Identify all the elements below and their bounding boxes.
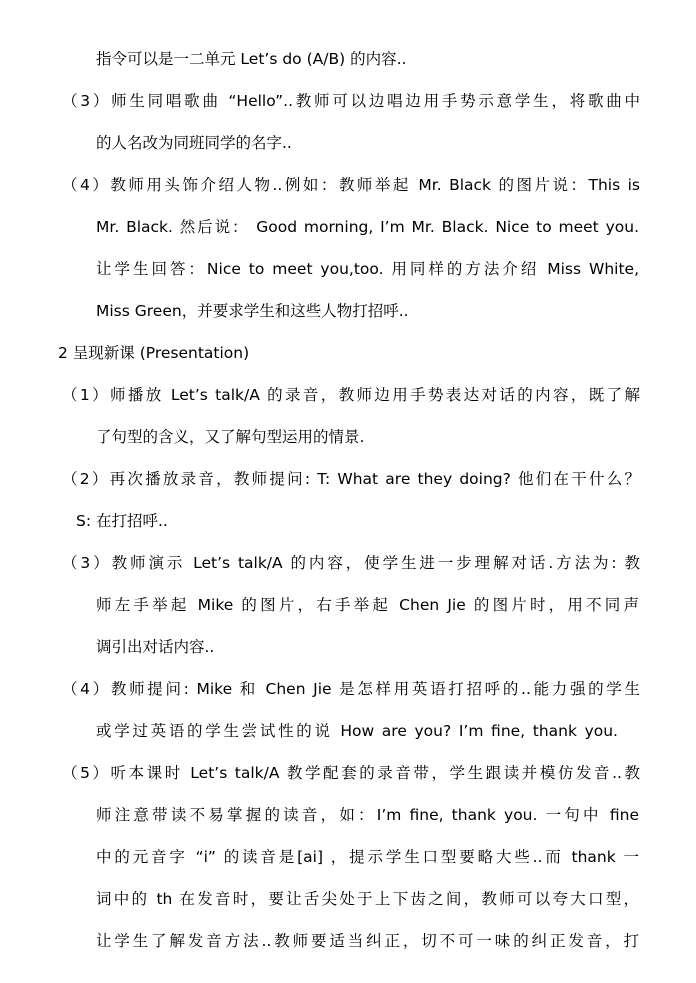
- text-line: 中的元音字 “i” 的读音是[ai] ，提示学生口型要略大些..而 thank 一: [96, 848, 639, 866]
- text-line: 或学过英语的学生尝试性的说 How are you? I’m fine, thank you.: [96, 722, 618, 740]
- text-line: 的人名改为同班同学的名字..: [96, 134, 292, 152]
- text-line: （2）再次播放录音，教师提问: T: What are they doing? 他们在干什么？: [62, 470, 640, 488]
- text-line: 了句型的含义，又了解句型运用的情景.: [96, 428, 365, 446]
- text-line: （1）师播放 Let’s talk/A 的录音，教师边用手势表达对话的内容，既了解: [62, 386, 640, 404]
- text-line: （3）教师演示 Let’s talk/A 的内容，使学生进一步理解对话.方法为: 教: [62, 554, 640, 572]
- text-line: （4）教师用头饰介绍人物..例如：教师举起 Mr. Black 的图片说：This is: [62, 176, 640, 194]
- text-line: 调引出对话内容..: [96, 638, 215, 656]
- text-line: Mr. Black. 然后说： Good morning, I’m Mr. Black. Nice to meet you.: [96, 218, 639, 236]
- text-line: （3）师生同唱歌曲 “Hello”..教师可以边唱边用手势示意学生，将歌曲中: [62, 92, 640, 110]
- text-line: （4）教师提问: Mike 和 Chen Jie 是怎样用英语打招呼的..能力强的学生: [62, 680, 640, 698]
- text-line: 师注意带读不易掌握的读音，如：I’m fine, thank you. 一句中 fine: [96, 806, 639, 824]
- text-line: Miss Green，并要求学生和这些人物打招呼..: [96, 302, 409, 320]
- text-line: 词中的 th 在发音时，要让舌尖处于上下齿之间，教师可以夸大口型，: [96, 890, 639, 908]
- text-line: 指令可以是一二单元 Let’s do (A/B) 的内容..: [96, 50, 407, 68]
- text-line: 师左手举起 Mike 的图片，右手举起 Chen Jie 的图片时，用不同声: [96, 596, 639, 614]
- text-line: 让学生了解发音方法..教师要适当纠正，切不可一味的纠正发音，打: [96, 932, 639, 950]
- section-heading: 2 呈现新课 (Presentation): [58, 344, 250, 362]
- text-line: 让学生回答：Nice to meet you,too. 用同样的方法介绍 Miss White,: [96, 260, 639, 278]
- text-line: S: 在打招呼..: [76, 512, 168, 530]
- text-line: （5）听本课时 Let’s talk/A 教学配套的录音带，学生跟读并模仿发音..教: [62, 764, 640, 782]
